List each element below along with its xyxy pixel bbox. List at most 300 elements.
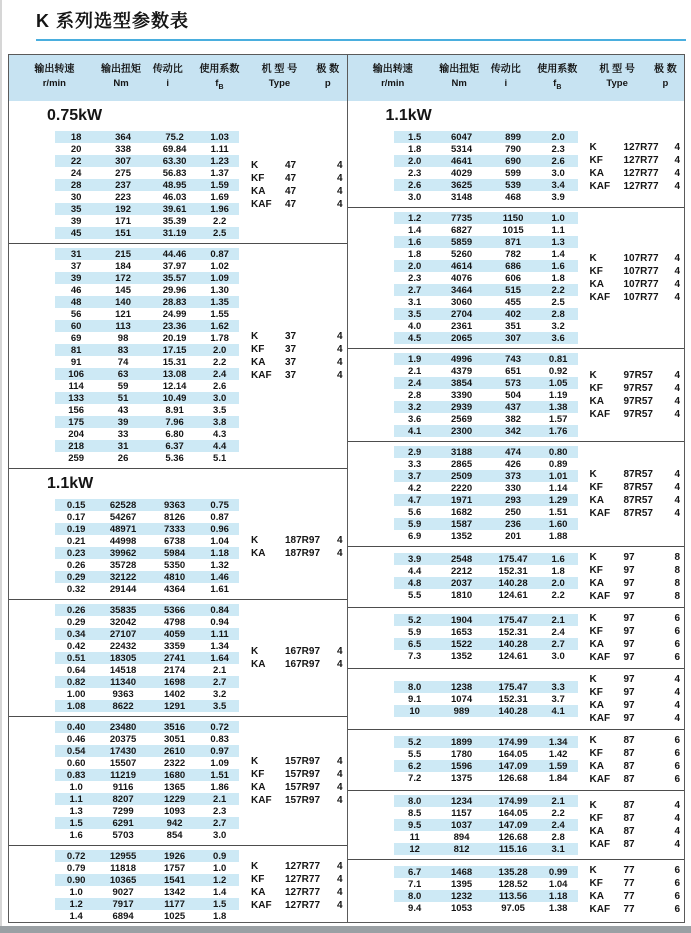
type-prefix: K (589, 613, 597, 624)
cell: 128.52 (498, 878, 528, 890)
type-prefix: KF (589, 813, 603, 824)
table-row (55, 499, 239, 511)
cell: 2.6 (213, 380, 227, 392)
cell: 1.32 (210, 559, 229, 571)
cell: 140.28 (498, 577, 528, 589)
cell: 0.94 (210, 616, 229, 628)
type-prefix: KF (589, 687, 603, 698)
cell: 0.34 (66, 628, 86, 640)
cell: 7735 (451, 212, 473, 224)
cell: 1229 (164, 793, 186, 805)
cell: 9.1 (408, 693, 422, 705)
cell: 782 (505, 248, 522, 260)
cell: 4029 (451, 167, 473, 179)
cell: 1.55 (210, 308, 229, 320)
cell: 1.4 (213, 886, 227, 898)
header-col-0 (11, 63, 98, 94)
cell: 3.9 (408, 553, 422, 565)
type-prefix: KF (589, 748, 603, 759)
cell: 0.72 (66, 850, 86, 862)
cell: 0.97 (210, 745, 229, 757)
cell: 1.8 (408, 143, 422, 155)
cell: 44998 (109, 535, 137, 547)
cell: 1.29 (548, 494, 568, 506)
table-row (55, 452, 239, 464)
cell: 17.15 (162, 344, 187, 356)
type-model: 157R97 (285, 756, 321, 767)
cell: 32122 (109, 571, 137, 583)
type-model: 167R97 (285, 659, 321, 670)
cell: 5984 (164, 547, 186, 559)
table-row (55, 676, 239, 688)
cell: 1.9 (408, 353, 422, 365)
cell: 1352 (451, 530, 473, 542)
type-poles: 6 (674, 865, 680, 876)
data-rows (394, 614, 578, 662)
cell: 1037 (451, 819, 473, 831)
cell: 1.6 (408, 236, 422, 248)
cell: 0.87 (210, 511, 229, 523)
cell: 17430 (109, 745, 137, 757)
table-row (394, 638, 578, 650)
type-poles: 4 (336, 795, 343, 806)
cell: 175 (68, 416, 85, 428)
cell: 0.15 (66, 499, 86, 511)
type-prefix: KAF (589, 652, 611, 663)
cell: 3625 (451, 179, 473, 191)
data-block (348, 207, 685, 348)
table-row (55, 583, 239, 595)
cell: 1.05 (548, 377, 568, 389)
cell: 10.49 (162, 392, 187, 404)
cell: 3.3 (551, 681, 565, 693)
cell: 1904 (451, 614, 473, 626)
cell: 6.80 (165, 428, 184, 440)
type-row (251, 172, 343, 185)
table-row (55, 535, 239, 547)
cell: 8.0 (408, 890, 422, 902)
type-list (239, 534, 343, 560)
column-label: 使用系数 (199, 63, 240, 75)
header-col-4 (586, 63, 649, 94)
cell: 7.3 (408, 650, 422, 662)
type-prefix: K (251, 646, 259, 657)
type-prefix: KA (589, 700, 604, 711)
table-row (55, 523, 239, 535)
type-poles: 4 (336, 646, 343, 657)
type-list (239, 330, 343, 382)
table-row (394, 565, 578, 577)
cell: 1.00 (66, 688, 86, 700)
cell: 0.46 (66, 733, 86, 745)
cell: 23480 (109, 721, 137, 733)
table-row (394, 819, 578, 831)
cell: 1.0 (551, 212, 565, 224)
type-row (590, 625, 681, 638)
type-poles: 4 (336, 659, 343, 670)
type-row (590, 699, 681, 712)
type-poles: 8 (674, 591, 680, 602)
cell: 1015 (502, 224, 524, 236)
cell: 20 (70, 143, 82, 155)
type-poles: 4 (674, 687, 680, 698)
type-row (590, 468, 681, 481)
table-row (55, 874, 239, 886)
scan-edge-bottom (0, 926, 691, 933)
cell: 1682 (451, 506, 473, 518)
table-row (394, 705, 578, 717)
type-row (590, 712, 681, 725)
cell: 2.2 (551, 284, 565, 296)
data-block (9, 243, 347, 468)
type-row (590, 864, 681, 877)
type-poles: 4 (674, 155, 680, 166)
cell: 4059 (164, 628, 186, 640)
table-row (55, 203, 239, 215)
cell: 0.21 (66, 535, 86, 547)
cell: 69.84 (162, 143, 187, 155)
type-poles: 6 (674, 761, 680, 772)
type-poles: 4 (336, 160, 343, 171)
cell: 31.19 (162, 227, 187, 239)
cell: 7.1 (408, 878, 422, 890)
type-model: 97 (623, 700, 635, 711)
right-column-body (348, 101, 685, 920)
type-poles: 4 (674, 469, 680, 480)
cell: 81 (70, 344, 82, 356)
data-rows (55, 604, 239, 712)
cell: 4798 (164, 616, 186, 628)
cell: 4379 (451, 365, 473, 377)
cell: 373 (505, 470, 522, 482)
cell: 1.78 (210, 332, 229, 344)
cell: 1.51 (548, 506, 568, 518)
type-prefix: K (589, 370, 597, 381)
type-poles: 8 (674, 552, 680, 563)
cell: 9363 (112, 688, 134, 700)
cell: 2220 (451, 482, 473, 494)
cell: 2939 (451, 401, 473, 413)
type-poles: 4 (674, 800, 680, 811)
type-row (251, 645, 343, 658)
table-row (394, 626, 578, 638)
cell: 0.51 (66, 652, 86, 664)
type-poles: 4 (674, 700, 680, 711)
table-row (55, 143, 239, 155)
type-prefix: KF (589, 482, 603, 493)
header-col-4 (248, 63, 311, 94)
cell: 133 (68, 392, 85, 404)
cell: 6827 (451, 224, 473, 236)
cell: 46.03 (162, 191, 187, 203)
data-block (348, 668, 685, 729)
cell: 364 (115, 131, 131, 143)
cell: 10 (409, 705, 420, 717)
data-rows (55, 850, 239, 922)
type-model: 97 (623, 591, 635, 602)
type-list (239, 755, 343, 807)
type-model: 37 (285, 331, 297, 342)
table-row (394, 320, 578, 332)
type-row (590, 507, 681, 520)
type-row (590, 551, 681, 564)
cell: 2.5 (213, 227, 227, 239)
cell: 0.89 (548, 458, 568, 470)
type-row (590, 382, 681, 395)
table-row (394, 614, 578, 626)
cell: 156 (68, 404, 85, 416)
type-prefix: KA (589, 761, 604, 772)
type-model: 87 (623, 748, 635, 759)
cell: 3390 (451, 389, 473, 401)
cell: 3.7 (408, 470, 422, 482)
type-prefix: KF (589, 626, 603, 637)
type-row (590, 890, 681, 903)
cell: 26 (117, 452, 129, 464)
type-row (590, 638, 681, 651)
table-row (55, 368, 239, 380)
cell: 338 (115, 143, 131, 155)
type-row (251, 768, 343, 781)
type-poles: 6 (674, 639, 680, 650)
cell: 2322 (164, 757, 186, 769)
cell: 3.5 (408, 308, 422, 320)
table-row (394, 236, 578, 248)
cell: 3.0 (551, 167, 565, 179)
type-row (251, 330, 343, 343)
cell: 3051 (164, 733, 186, 745)
type-prefix: KAF (589, 181, 611, 192)
type-prefix: KA (589, 891, 604, 902)
cell: 28 (70, 179, 82, 191)
cell: 942 (166, 817, 183, 829)
cell: 1053 (451, 902, 473, 914)
cell: 854 (166, 829, 183, 841)
cell: 4.2 (408, 482, 422, 494)
scan-edge-left (0, 0, 2, 933)
type-poles: 4 (336, 782, 343, 793)
type-list (578, 864, 681, 916)
cell: 2.3 (408, 167, 422, 179)
data-block (9, 127, 347, 243)
type-model: 87R57 (623, 482, 653, 493)
type-poles: 4 (336, 887, 343, 898)
table-row (55, 571, 239, 583)
cell: 2.2 (213, 356, 227, 368)
type-row (251, 886, 343, 899)
cell: 1.69 (210, 191, 229, 203)
table-row (55, 320, 239, 332)
table-row (55, 547, 239, 559)
data-rows (394, 446, 578, 542)
cell: 56 (70, 308, 82, 320)
cell: 0.79 (66, 862, 86, 874)
cell: 1.96 (210, 203, 229, 215)
type-poles: 6 (674, 878, 680, 889)
type-prefix: KA (251, 782, 266, 793)
type-poles: 4 (336, 548, 343, 559)
type-row (590, 734, 681, 747)
table-row (55, 886, 239, 898)
left-column-body (9, 101, 347, 922)
cell: 2.7 (408, 284, 422, 296)
cell: 250 (505, 506, 522, 518)
type-row (590, 747, 681, 760)
cell: 1.51 (210, 769, 229, 781)
cell: 8622 (112, 700, 134, 712)
cell: 126.68 (498, 772, 528, 784)
cell: 37 (70, 260, 82, 272)
type-poles: 4 (674, 409, 680, 420)
cell: 9363 (164, 499, 186, 511)
cell: 1.64 (210, 652, 229, 664)
type-row (251, 534, 343, 547)
type-prefix: K (251, 861, 259, 872)
cell: 48 (70, 296, 82, 308)
type-prefix: KA (589, 578, 604, 589)
cell: 12 (409, 843, 420, 855)
cell: 152.31 (498, 565, 528, 577)
type-model: 97R57 (623, 370, 653, 381)
cell: 8.5 (408, 807, 422, 819)
cell: 2610 (164, 745, 186, 757)
type-prefix: KF (589, 383, 603, 394)
type-poles: 4 (674, 813, 680, 824)
cell: 75.2 (165, 131, 184, 143)
cell: 39 (70, 272, 82, 284)
cell: 3.1 (408, 296, 422, 308)
type-prefix: KF (589, 155, 603, 166)
cell: 145 (115, 284, 131, 296)
cell: 60 (70, 320, 82, 332)
table-row (55, 769, 239, 781)
type-row (590, 291, 681, 304)
table-row (394, 284, 578, 296)
cell: 1.61 (210, 583, 229, 595)
table-row (394, 131, 578, 143)
type-row (251, 860, 343, 873)
cell: 12.14 (162, 380, 187, 392)
type-prefix: KF (251, 173, 265, 184)
cell: 1.0 (69, 781, 83, 793)
column-unit-sub: B (218, 83, 224, 91)
cell: 69 (70, 332, 82, 344)
type-row (251, 794, 343, 807)
cell: 114 (68, 380, 84, 392)
cell: 1757 (164, 862, 186, 874)
table-row (394, 272, 578, 284)
cell: 474 (505, 446, 522, 458)
type-model: 37 (285, 344, 297, 355)
cell: 1.0 (69, 886, 83, 898)
cell: 7.2 (408, 772, 422, 784)
cell: 1541 (164, 874, 186, 886)
cell: 3.6 (408, 413, 422, 425)
cell: 39 (70, 215, 82, 227)
type-poles: 4 (336, 900, 343, 911)
cell: 3188 (451, 446, 473, 458)
type-model: 87R57 (623, 508, 653, 519)
type-list (578, 799, 681, 851)
data-rows (394, 795, 578, 855)
type-row (590, 395, 681, 408)
cell: 1.6 (551, 260, 565, 272)
type-row (590, 141, 681, 154)
cell: 1.11 (210, 143, 229, 155)
cell: 39.61 (162, 203, 187, 215)
cell: 44.46 (162, 248, 187, 260)
cell: 2509 (451, 470, 473, 482)
table-row (55, 664, 239, 676)
type-poles: 4 (674, 826, 680, 837)
type-prefix: KA (589, 639, 604, 650)
type-row (590, 408, 681, 421)
type-poles: 4 (674, 253, 680, 264)
table-row (55, 850, 239, 862)
cell: 1.0 (213, 862, 227, 874)
cell: 164.05 (498, 807, 528, 819)
cell: 3516 (164, 721, 186, 733)
type-prefix: KAF (589, 508, 611, 519)
table-row (394, 482, 578, 494)
cell: 3.0 (551, 650, 565, 662)
type-prefix: KA (589, 495, 604, 506)
cell: 1.4 (551, 248, 565, 260)
cell: 0.19 (66, 523, 86, 535)
table-row (55, 862, 239, 874)
cell: 0.83 (66, 769, 86, 781)
table-row (394, 518, 578, 530)
cell: 0.23 (66, 547, 86, 559)
cell: 2.5 (551, 296, 565, 308)
table-header-right (348, 55, 685, 101)
type-model: 87R57 (623, 469, 653, 480)
table-row (55, 380, 239, 392)
cell: 0.82 (66, 676, 86, 688)
cell: 5.2 (408, 736, 422, 748)
cell: 0.92 (548, 365, 568, 377)
cell: 2.7 (213, 676, 227, 688)
table-row (394, 681, 578, 693)
power-heading: 1.1kW (47, 475, 94, 492)
type-row (590, 278, 681, 291)
cell: 1.42 (548, 748, 568, 760)
type-poles: 4 (336, 357, 343, 368)
type-poles: 4 (674, 266, 680, 277)
type-poles: 4 (674, 168, 680, 179)
table-row (394, 878, 578, 890)
cell: 152.31 (498, 693, 528, 705)
cell: 3.0 (408, 191, 422, 203)
cell: 9.4 (408, 902, 422, 914)
cell: 1.59 (548, 760, 568, 772)
cell: 2.1 (551, 795, 565, 807)
cell: 31 (117, 440, 129, 452)
cell: 35728 (109, 559, 137, 571)
data-rows (394, 553, 578, 601)
cell: 201 (505, 530, 522, 542)
cell: 215 (115, 248, 131, 260)
cell: 151 (115, 227, 131, 239)
type-row (251, 781, 343, 794)
cell: 1.60 (548, 518, 568, 530)
column-label: 极 数 (316, 63, 340, 75)
cell: 15507 (109, 757, 137, 769)
cell: 0.99 (548, 866, 568, 878)
type-model: 47 (285, 173, 297, 184)
type-model: 47 (285, 160, 297, 171)
cell: 1.5 (69, 817, 83, 829)
